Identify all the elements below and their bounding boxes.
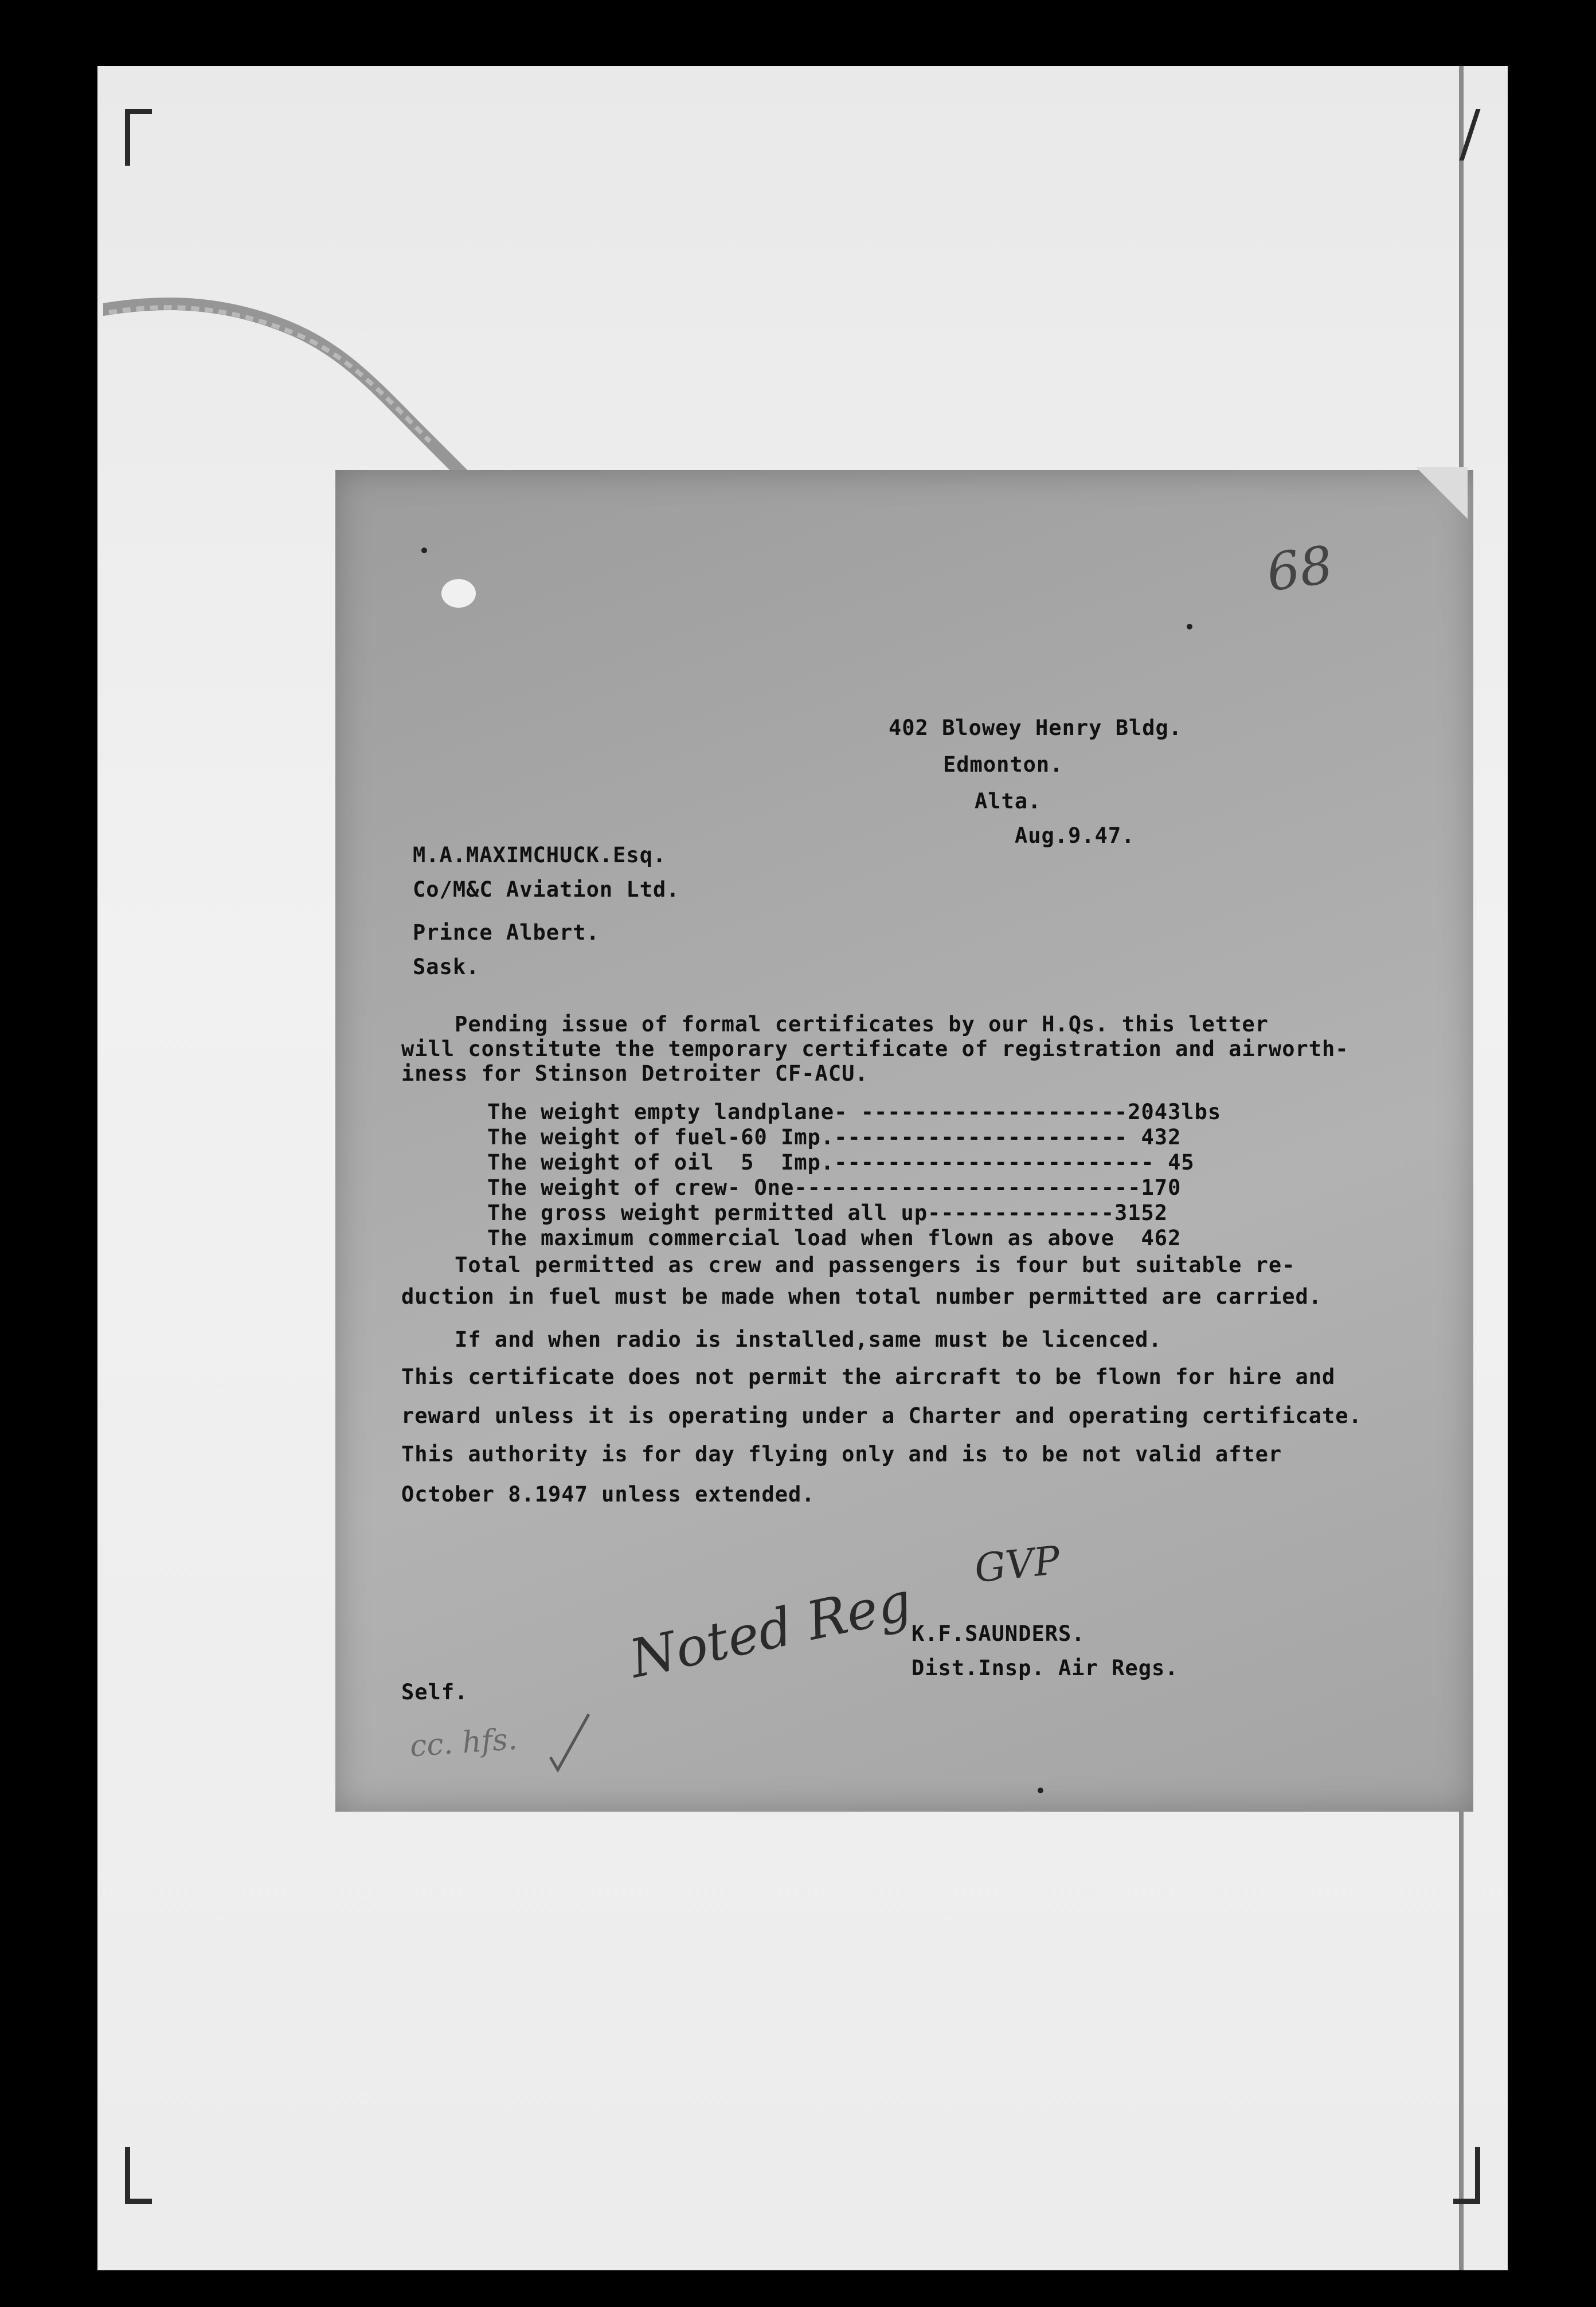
recipient-city: Prince Albert. <box>413 920 600 945</box>
punch-hole <box>441 579 476 608</box>
sender-address-line: Alta. <box>975 789 1042 814</box>
condition-line: This certificate does not permit the aircraft to be flown for hire and <box>401 1364 1336 1389</box>
weight-line: The weight of oil 5 Imp.------------------------ 45 <box>487 1150 1195 1175</box>
recipient-company: Co/M&C Aviation Ltd. <box>413 877 680 902</box>
intro-line: Pending issue of formal certificates by our H.Qs. this letter <box>401 1012 1269 1037</box>
checkmark-icon <box>547 1711 593 1774</box>
ink-dot <box>1038 1788 1043 1793</box>
weight-line: The gross weight permitted all up--------------3152 <box>487 1201 1168 1225</box>
self-label: Self. <box>401 1680 468 1704</box>
sender-address-line: 402 Blowey Henry Bldg. <box>889 715 1183 740</box>
crew-note-line: Total permitted as crew and passengers is four but suitable re- <box>401 1253 1296 1277</box>
signature-title: Dist.Insp. Air Regs. <box>912 1656 1179 1680</box>
sender-address-line: Edmonton. <box>943 752 1063 777</box>
intro-line: iness for Stinson Detroiter CF-ACU. <box>401 1061 869 1086</box>
signature-name: K.F.SAUNDERS. <box>912 1621 1085 1646</box>
crop-mark-bottom-left <box>125 2147 152 2204</box>
sheet-folded-corner <box>1416 467 1468 519</box>
recipient-province: Sask. <box>413 955 480 979</box>
weight-line: The weight empty landplane- --------------------2043lbs <box>487 1100 1222 1124</box>
handwritten-cc-note: cc. hfs. <box>409 1722 519 1764</box>
weight-line: The maximum commercial load when flown as above 462 <box>487 1226 1182 1250</box>
crew-note-line: duction in fuel must be made when total number permitted are carried. <box>401 1284 1323 1309</box>
letter-date: Aug.9.47. <box>1015 823 1135 848</box>
handwritten-noted: Noted Reg <box>624 1570 917 1690</box>
crop-mark-top-left <box>125 109 152 166</box>
condition-line: reward unless it is operating under a Charter and operating certificate. <box>401 1403 1362 1428</box>
condition-line: October 8.1947 unless extended. <box>401 1482 815 1507</box>
weight-line: The weight of fuel-60 Imp.---------------------- 432 <box>487 1125 1182 1149</box>
page-number-annotation: 68 <box>1263 534 1337 604</box>
handwritten-initials: GVP <box>972 1538 1062 1592</box>
condition-line: If and when radio is installed,same must be licenced. <box>401 1327 1162 1352</box>
intro-line: will constitute the temporary certificate of registration and airworth- <box>401 1037 1349 1061</box>
weight-line: The weight of crew- One--------------------------170 <box>487 1175 1182 1200</box>
crop-mark-bottom-right <box>1453 2147 1480 2204</box>
recipient-name: M.A.MAXIMCHUCK.Esq. <box>413 843 667 867</box>
ink-dot <box>421 548 427 553</box>
condition-line: This authority is for day flying only and is to be not valid after <box>401 1442 1282 1467</box>
ink-dot <box>1187 624 1192 629</box>
